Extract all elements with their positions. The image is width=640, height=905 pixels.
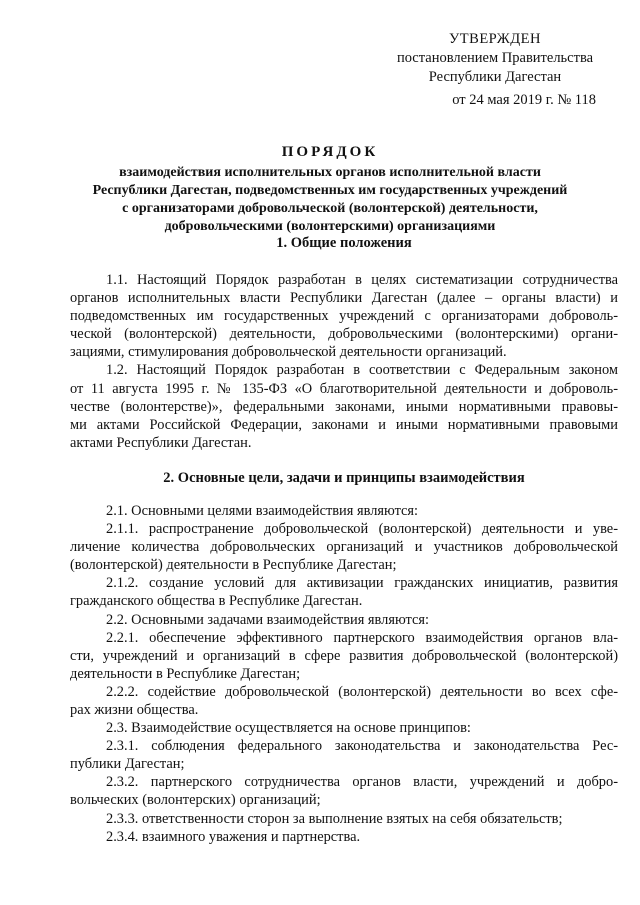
section-2-title: 2. Основные цели, задачи и принципы взаимодействия xyxy=(163,469,525,486)
paragraph-2-1-2 xyxy=(70,574,618,610)
paragraph-line: 1.2. Настоящий Порядок разработан в соответствии с Федеральным законом xyxy=(106,362,618,379)
section-1-title: 1. Общие положения xyxy=(276,235,412,251)
approval-stamp xyxy=(360,30,630,110)
paragraph-line: 2.3.2. партнерского сотрудничества органов власти, учреждений и добро- xyxy=(106,774,618,791)
paragraph-line: честве (волонтерстве)», федеральными законами, иными нормативными правовы- xyxy=(70,398,618,415)
paragraph-line: 2.3.4. взаимного уважения и партнерства. xyxy=(106,828,361,845)
paragraph-line: сти, учреждений и организаций в сфере развития добровольческой (волонтерской) xyxy=(70,647,618,664)
paragraph-line: 2.3.1. соблюдения федерального законодательства и законодательства Рес- xyxy=(106,738,618,755)
paragraph-1-1 xyxy=(70,271,618,361)
paragraph-line: 2.3.3. ответственности сторон за выполнение взятых на себя обязательств; xyxy=(106,810,563,827)
paragraph-2-3-3 xyxy=(70,810,618,828)
approval-heading: УТВЕРЖДЕН xyxy=(449,31,541,47)
document-subtitle-line-2: Республики Дагестан, подведомственных им государственных учреждений xyxy=(92,183,568,198)
paragraph-line: от 11 августа 1995 г. № 135-ФЗ «О благотворительной деятельности и доброволь- xyxy=(70,380,618,397)
document-title-block xyxy=(70,142,590,236)
paragraph-line: зациями, стимулирования добровольческой деятельности организаций. xyxy=(70,344,507,361)
paragraph-2-2 xyxy=(70,611,618,629)
paragraph-line: личение количества добровольческих организаций и участников добровольческой xyxy=(70,539,618,556)
approval-line-1: постановлением Правительства xyxy=(396,50,594,66)
document-subtitle-line-1: взаимодействия исполнительных органов исполнительной власти xyxy=(119,165,541,180)
paragraph-line: ческой (волонтерской) деятельности, добровольческими (волонтерскими) органи- xyxy=(70,326,618,343)
approval-line-2: Республики Дагестан xyxy=(428,69,562,85)
paragraph-line: 2.1.2. создание условий для активизации гражданских инициатив, развития xyxy=(106,575,618,592)
paragraph-line: 2.2.2. содействие добровольческой (волонтерской) деятельности во всех сфе- xyxy=(106,683,618,700)
paragraph-2-2-2 xyxy=(70,683,618,719)
paragraph-line: подведомственных им государственных учреждений с организаторами доброволь- xyxy=(70,308,618,325)
paragraph-line: вольческих (волонтерских) организаций; xyxy=(70,792,321,809)
paragraph-line: 2.3. Взаимодействие осуществляется на основе принципов: xyxy=(106,720,471,737)
document-body xyxy=(70,233,618,846)
paragraph-2-3-4 xyxy=(70,828,618,846)
paragraph-line: (волонтерской) деятельности в Республике Дагестан; xyxy=(70,557,397,574)
document-subtitle-line-3: с организаторами добровольческой (волонтерской) деятельности, xyxy=(122,201,538,216)
paragraph-2-3 xyxy=(70,719,618,737)
paragraph-2-1-1 xyxy=(70,520,618,574)
paragraph-2-1 xyxy=(70,502,618,520)
paragraph-2-3-2 xyxy=(70,773,618,809)
paragraph-line: публики Дагестан; xyxy=(70,756,185,773)
paragraph-line: 2.1.1. распространение добровольческой (волонтерской) деятельности и уве- xyxy=(106,521,618,538)
paragraph-line: 2.1. Основными целями взаимодействия являются: xyxy=(106,502,419,519)
approval-date: от 24 мая 2019 г. № 118 xyxy=(452,92,596,108)
paragraph-line: деятельности в Республике Дагестан; xyxy=(70,665,301,682)
paragraph-line: актами Республики Дагестан. xyxy=(70,434,252,451)
paragraph-2-3-1 xyxy=(70,737,618,773)
paragraph-line: 2.2.1. обеспечение эффективного партнерского взаимодействия органов вла- xyxy=(106,629,618,646)
document-subtitle-line-4: добровольческими (волонтерскими) организациями xyxy=(164,219,496,234)
paragraph-line: рах жизни общества. xyxy=(70,701,199,718)
document-title: ПОРЯДОК xyxy=(281,144,379,160)
paragraph-line: гражданского общества в Республике Дагестан. xyxy=(70,593,363,610)
paragraph-2-2-1 xyxy=(70,629,618,683)
paragraph-line: 2.2. Основными задачами взаимодействия являются: xyxy=(106,611,429,628)
paragraph-line: 1.1. Настоящий Порядок разработан в целях систематизации сотрудничества xyxy=(106,272,618,288)
paragraph-line: ми актами Российской Федерации, законами и иными нормативными правовыми xyxy=(70,416,618,433)
paragraph-line: органов исполнительных власти Республики Дагестан (далее – органы власти) и xyxy=(70,290,618,307)
paragraph-1-2 xyxy=(70,361,618,451)
